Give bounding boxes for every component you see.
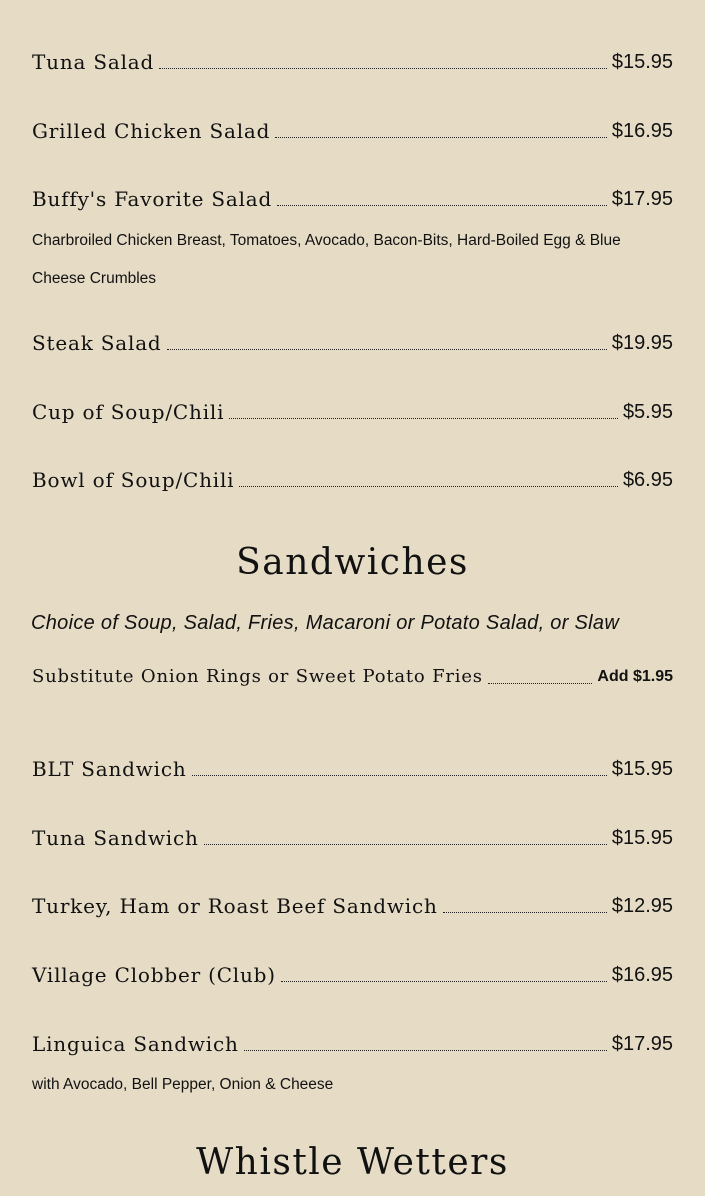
menu-item-price: $15.95 [611,758,673,780]
dotted-leader [275,137,607,138]
menu-item-description: with Avocado, Bell Pepper, Onion & Cheese [32,1076,334,1093]
menu-item-grilled-chicken-salad [32,119,673,143]
menu-item-name: BLT Sandwich [32,757,187,781]
menu-item-price: $5.95 [622,401,673,423]
menu-item-name: Grilled Chicken Salad [32,119,271,143]
dotted-leader [192,775,607,776]
sides-choice-note: Choice of Soup, Salad, Fries, Macaroni or Potato Salad, or Slaw [31,612,620,634]
menu-item-price: $15.95 [611,51,673,73]
menu-item-price: $17.95 [611,1033,673,1055]
menu-item-price: $6.95 [622,469,673,491]
dotted-leader [167,349,607,350]
substitute-sides-line [32,665,673,689]
dotted-leader [159,68,607,69]
menu-item-name: Steak Salad [32,331,162,355]
section-title-sandwiches: Sandwiches [236,542,469,583]
menu-item-price: $19.95 [611,332,673,354]
menu-item-blt-sandwich [32,757,673,781]
menu-item-price: $15.95 [611,827,673,849]
menu-item-name: Turkey, Ham or Roast Beef Sandwich [32,894,438,918]
menu-item-price: $12.95 [611,895,673,917]
dotted-leader [239,486,618,487]
dotted-leader [443,912,607,913]
menu-item-name: Buffy's Favorite Salad [32,187,273,211]
menu-item-price: $16.95 [611,120,673,142]
menu-item-description: Charbroiled Chicken Breast, Tomatoes, Avocado, Bacon-Bits, Hard-Boiled Egg & Blue Cheese Crumbles [32,232,621,287]
menu-item-name: Cup of Soup/Chili [32,400,225,424]
dotted-leader [488,683,593,684]
dotted-leader [244,1050,607,1051]
section-title-whistle-wetters: Whistle Wetters [196,1142,509,1183]
menu-item-steak-salad [32,331,673,355]
menu-item-buffys-favorite-salad [32,187,673,211]
dotted-leader [277,205,607,206]
menu-item-price: $16.95 [611,964,673,986]
menu-item-turkey-ham-roast-beef-sandwich [32,894,673,918]
menu-item-name: Tuna Sandwich [32,826,199,850]
menu-item-name: Linguica Sandwich [32,1032,239,1056]
menu-item-name: Tuna Salad [32,50,155,74]
menu-item-bowl-of-soup [32,468,673,492]
menu-item-price: $17.95 [611,188,673,210]
menu-item-tuna-sandwich [32,826,673,850]
menu-item-linguica-sandwich [32,1032,673,1056]
menu-item-tuna-salad [32,50,673,74]
dotted-leader [281,981,607,982]
menu-item-name: Bowl of Soup/Chili [32,468,235,492]
substitute-label: Substitute Onion Rings or Sweet Potato Fries [32,666,483,687]
menu-item-name: Village Clobber (Club) [32,963,276,987]
menu-item-village-clobber [32,963,673,987]
dotted-leader [229,418,618,419]
dotted-leader [204,844,607,845]
substitute-price: Add $1.95 [597,668,673,685]
menu-item-cup-of-soup [32,400,673,424]
